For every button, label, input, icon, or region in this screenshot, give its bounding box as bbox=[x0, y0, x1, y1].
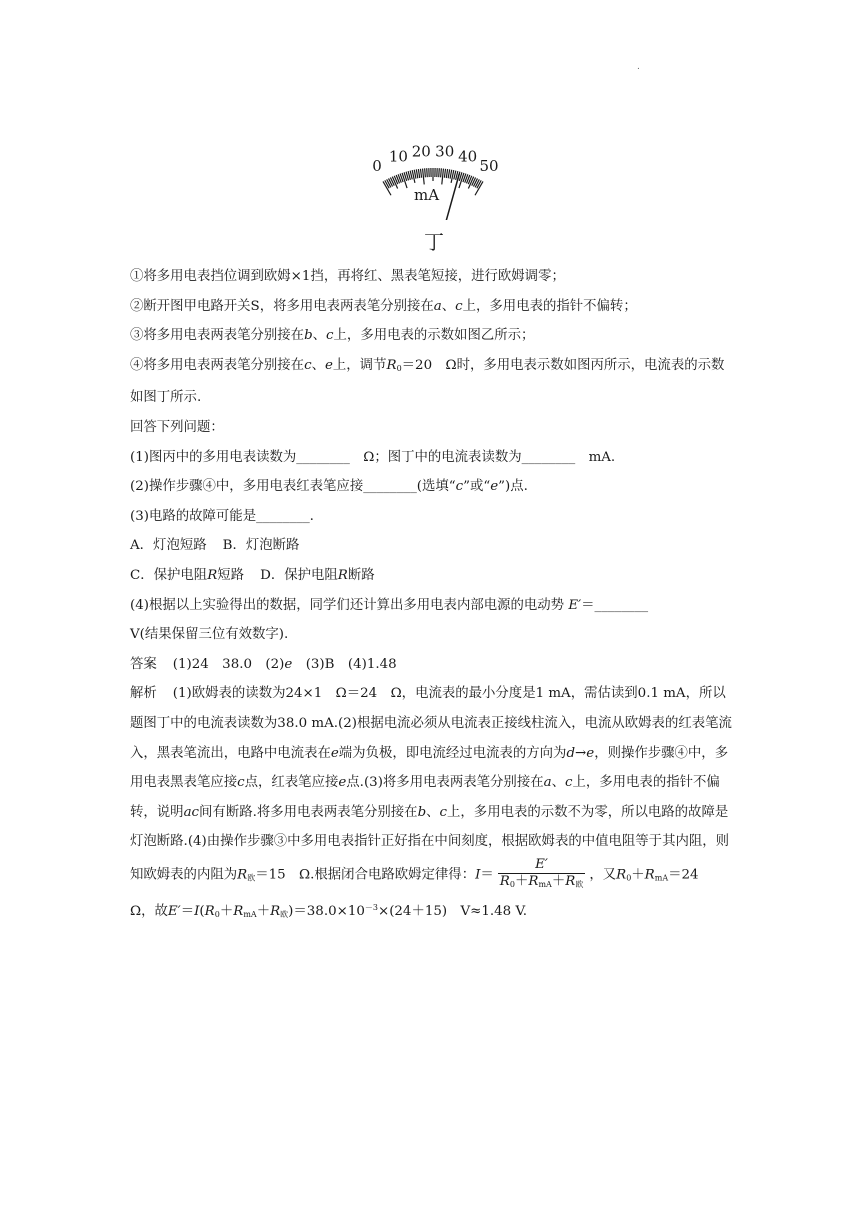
dial-tick bbox=[427, 168, 428, 177]
dial-tick bbox=[477, 180, 481, 188]
dial-tick bbox=[385, 180, 389, 188]
step-4: ④将多用电表两表笔分别接在c、e上，调节$R_0=20$ Ω时，多用电表示数如图丙所示，电流表的示数如图丁所示. bbox=[130, 357, 725, 406]
questions-intro: 回答下列问题： bbox=[130, 419, 224, 435]
question-4: (4)根据以上实验得出的数据，同学们还计算出多用电表内部电源的电动势 E′＝________ V(结果保留三位有效数字). bbox=[130, 597, 649, 643]
question-2: (2)操作步骤④中，多用电表红表笔应接________(选填“c”或“e”)点. bbox=[130, 479, 528, 495]
step-3: ③将多用电表两表笔分别接在b、c上，多用电表的示数如图乙所示； bbox=[130, 328, 535, 344]
dial-tick bbox=[446, 169, 447, 178]
dial-scale-label: 30 bbox=[435, 142, 455, 161]
options-cd: C．保护电阻R短路 D．保护电阻R断路 bbox=[130, 567, 375, 583]
dial-tick bbox=[450, 170, 452, 179]
dial-scale-label: 20 bbox=[411, 142, 431, 161]
dial-tick bbox=[418, 169, 419, 178]
dial-tick bbox=[425, 168, 426, 177]
dial-tick bbox=[420, 169, 421, 178]
step-1: ①将多用电表挡位调到欧姆×1挡，再将红、黑表笔短接，进行欧姆调零； bbox=[130, 269, 565, 284]
emf-fraction: $\frac{E'}{R_0+R_{mA}+R_欧}$ bbox=[499, 856, 584, 889]
figure-caption: 丁 bbox=[424, 230, 444, 254]
dial-scale-label: 50 bbox=[479, 157, 499, 176]
dial-tick bbox=[442, 169, 444, 185]
dial-tick bbox=[444, 169, 445, 178]
dial-tick bbox=[414, 170, 416, 179]
answer-line: 答案 (1)24 38.0 (2)e (3)B (4)1.48 bbox=[130, 656, 397, 672]
unit-label: mA bbox=[414, 186, 440, 204]
dial-tick bbox=[439, 168, 440, 177]
question-1: (1)图丙中的多用电表读数为________ Ω；图丁中的电流表读数为________ mA. bbox=[130, 449, 616, 465]
ammeter-dial-figure bbox=[330, 110, 550, 220]
stray-dot: . bbox=[637, 62, 640, 72]
analysis-paragraph: 解析 (1)欧姆表的读数为24×1 Ω＝24 Ω，电流表的最小分度是1 mA，需估读到0.1 mA，所以题图丁中的电流表读数为38.0 mA.(2)根据电流必须从电流表正接线柱流入，电流从欧姆表的红表笔流入，黑表笔流出，电路中电流表在e端为负极，即电流经过电流表的方向为d→e，则操作步骤④中，多用电表黑表笔应接c点，红表笔应接e点.(3)将多用电表两表笔分别接在a、c上，多用电表的指针不偏转，说明ac间有断路.将多用电表两表笔分别接在b、c上，多用电表的示数不为零，所以电路的故障是灯泡断路.(4)由操作步骤③中多用电表指针正好指在中间刻度，根据欧姆表的中值电阻等于其内阻，则知欧姆表的内阻为$R_欧=15$ Ω.根据闭合电路欧姆定律得：I＝ $\frac{E'}{R_0+R_{mA}+R_欧}$ ，又$R_0+R_{mA}=24$ Ω，故$E'=I(R_0+R_{mA}+R_欧)=38.0\times 10^{-3}\times(24+15)$ V≈1.48 V. bbox=[130, 686, 732, 919]
dial-scale-label: 0 bbox=[372, 157, 382, 176]
dial-scale-label: 10 bbox=[388, 147, 408, 166]
step-2: ②断开图甲电路开关S，将多用电表两表笔分别接在a、c上，多用电表的指针不偏转； bbox=[130, 298, 637, 314]
problem-text bbox=[130, 262, 733, 930]
question-3: (3)电路的故障可能是________. bbox=[130, 508, 314, 524]
dial-scale-label: 40 bbox=[458, 147, 478, 166]
dial-tick bbox=[441, 168, 442, 177]
options-ab: A．灯泡短路 B．灯泡断路 bbox=[130, 538, 300, 554]
dial-tick bbox=[448, 169, 450, 178]
dial-tick bbox=[416, 169, 418, 178]
dial-tick bbox=[423, 169, 425, 185]
